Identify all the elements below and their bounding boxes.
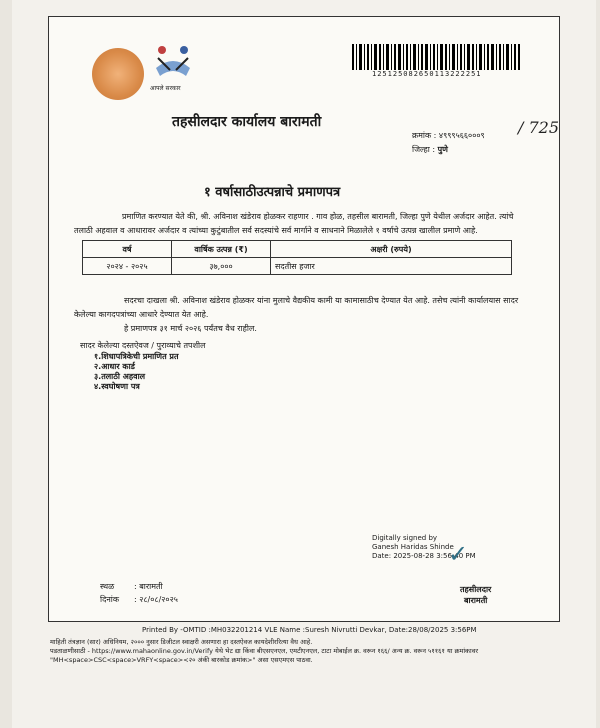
- signature-name: Ganesh Haridas Shinde: [372, 543, 454, 551]
- officer-place: बारामती: [463, 596, 488, 605]
- table-cell: ३७,०००: [172, 258, 271, 275]
- zilla-label: जिल्हा :: [412, 145, 436, 154]
- barcode-number: 125125082650113222251: [372, 70, 482, 78]
- verified-check-icon: ✓: [448, 540, 469, 568]
- table-row: [83, 258, 512, 275]
- zilla-line: [412, 144, 448, 155]
- table-header-row: [83, 241, 512, 258]
- printed-by: Printed By -OMTID :MH032201214 VLE Name :Suresh Nivrutti Devkar, Date:28/08/2025 3:56PM: [142, 626, 477, 634]
- signature-line: Digitally signed by: [372, 534, 438, 542]
- footer-line: माहिती तंत्रज्ञान (सार) अधिनियम, २००० नुसार डिजीटल स्वाक्षरी असणारा हा दस्तऐवज कायदेशीररित्या वैध आहे.: [50, 638, 313, 646]
- footer-line: "MH<space>CSC<space>VRFY<space><२० अंकी बारकोड क्रमांक>" असा एसएमएस पाठवा.: [50, 656, 313, 664]
- table-header: अक्षरी (रुपये): [271, 241, 512, 258]
- date-value: : २८/०८/२०२५: [134, 595, 178, 604]
- signature-date: Date: 2025-08-28 3:56:40 PM: [372, 552, 476, 560]
- certificate-para1: प्रमाणित करण्यात येते की, श्री. अविनाश खंडेराव होळकर राहणार . गाव होळ, तहसील बारामती, जिल्हा पुणे येथील अर्जदार आहेत. त्यांचे तलाठी अहवाल व आधारावर अर्जदार व त्यांच्या कुटुंबातील सर्व सदस्यांचे सर्व मार्गाने व साधनाने मिळालेले १ वर्षाचे उत्पन्न खालील प्रमाणे आहे.: [74, 212, 514, 235]
- date-label: दिनांक: [100, 595, 119, 604]
- emblem-seal-icon: [92, 48, 144, 100]
- certificate-title: १ वर्षासाठीउत्पन्नाचे प्रमाणपत्र: [204, 185, 341, 200]
- validity-line: हे प्रमाणपत्र ३१ मार्च २०२६ पर्यंतच वैध राहील.: [124, 324, 257, 333]
- document-sheet: [12, 0, 596, 728]
- place-label: स्थळ: [100, 582, 115, 591]
- income-table: [82, 240, 512, 275]
- table-cell: २०२४ - २०२५: [83, 258, 172, 275]
- office-title: तहसीलदार कार्यालय बारामती: [172, 114, 322, 130]
- certificate-para2: सदरचा दाखला श्री. अविनाश खंडेराव होळकर यांना मुलाचे वैद्यकीय कामी या कामासाठीच देण्यात येत आहे. तसेच त्यांनी कार्यालयास सादर केलेल्या कागदपत्रांच्या आधारे देण्यात येत आहे.: [74, 296, 519, 319]
- list-item: ४.स्वघोषणा पत्र: [94, 382, 140, 391]
- footer-notes: [50, 638, 580, 665]
- documents-list: [94, 352, 179, 392]
- aaple-sarkar-logo: [150, 40, 196, 100]
- table-header: वार्षिक उत्पन्न (₹): [172, 241, 271, 258]
- kramank: क्रमांक : ४९९९५६६०००९: [412, 131, 485, 140]
- place-value: : बारामती: [134, 582, 163, 591]
- list-item: १.शिधापत्रिकेची प्रमाणित प्रत: [94, 352, 179, 361]
- place-date-block: [100, 580, 178, 606]
- list-item: ३.तलाठी अहवाल: [94, 372, 146, 381]
- officer-title: तहसीलदार: [460, 585, 492, 594]
- footer-line: पडताळणीसाठी - https://www.mahaonline.gov.in/Verify येथे भेट द्या किंवा बीएसएनएल, एमटीएनएल, टाटा मोबाईल क्र. वरून १६६/ अन्य क्र. वरून ५११६१ या क्रमांकावर: [50, 647, 478, 655]
- list-item: २.आधार कार्ड: [94, 362, 135, 371]
- handwritten-number: / 725: [518, 118, 560, 137]
- zilla-value: पुणे: [437, 145, 448, 154]
- emblem-caption: आपले सरकार: [150, 85, 181, 92]
- barcode-icon: [352, 44, 520, 70]
- officer-block: [460, 584, 491, 606]
- documents-heading: सादर केलेल्या दस्तऐवज / पुराव्याचे तपशील: [80, 341, 206, 350]
- table-header: वर्ष: [83, 241, 172, 258]
- table-cell: सदतीस हजार: [271, 258, 512, 275]
